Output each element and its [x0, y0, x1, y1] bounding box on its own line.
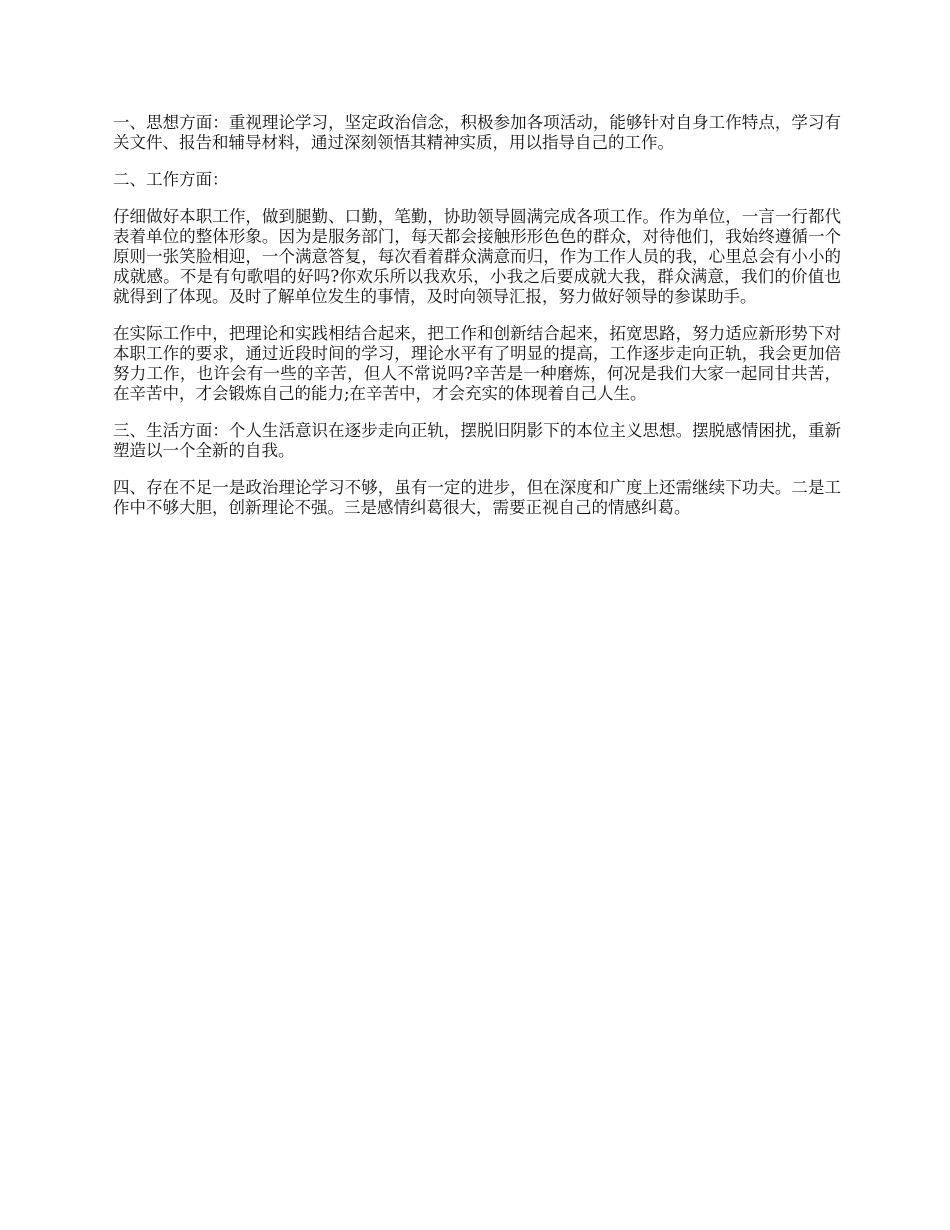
paragraph-shortcomings: 四、存在不足一是政治理论学习不够，虽有一定的进步，但在深度和广度上还需继续下功夫。二是工作中不够大胆，创新理论不强。三是感情纠葛很大，需要正视自己的情感纠葛。: [113, 478, 841, 517]
paragraph-life: 三、生活方面：个人生活意识在逐步走向正轨，摆脱旧阴影下的本位主义思想。摆脱感情困扰，重新塑造以一个全新的自我。: [113, 421, 841, 460]
paragraph-work-heading: 二、工作方面：: [113, 170, 229, 189]
document-body: [113, 113, 841, 535]
paragraph-thought: 一、思想方面：重视理论学习，坚定政治信念，积极参加各项活动，能够针对自身工作特点，学习有关文件、报告和辅导材料，通过深刻领悟其精神实质，用以指导自己的工作。: [113, 113, 841, 152]
paragraph-work-duties: 仔细做好本职工作，做到腿勤、口勤，笔勤，协助领导圆满完成各项工作。作为单位，一言一行都代表着单位的整体形象。因为是服务部门，每天都会接触形形色色的群众，对待他们，我始终遵循一个原则一张笑脸相迎，一个满意答复，每次看着群众满意而归，作为工作人员的我，心里总会有小小的成就感。不是有句歌唱的好吗?你欢乐所以我欢乐，小我之后要成就大我，群众满意，我们的价值也就得到了体现。及时了解单位发生的事情，及时向领导汇报，努力做好领导的参谋助手。: [113, 207, 841, 306]
paragraph-work-practice: 在实际工作中，把理论和实践相结合起来，把工作和创新结合起来，拓宽思路，努力适应新形势下对本职工作的要求，通过近段时间的学习，理论水平有了明显的提高，工作逐步走向正轨，我会更加倍努力工作，也许会有一些的辛苦，但人不常说吗?辛苦是一种磨炼，何况是我们大家一起同甘共苦，在辛苦中，才会锻炼自己的能力;在辛苦中，才会充实的体现着自己人生。: [113, 324, 841, 403]
